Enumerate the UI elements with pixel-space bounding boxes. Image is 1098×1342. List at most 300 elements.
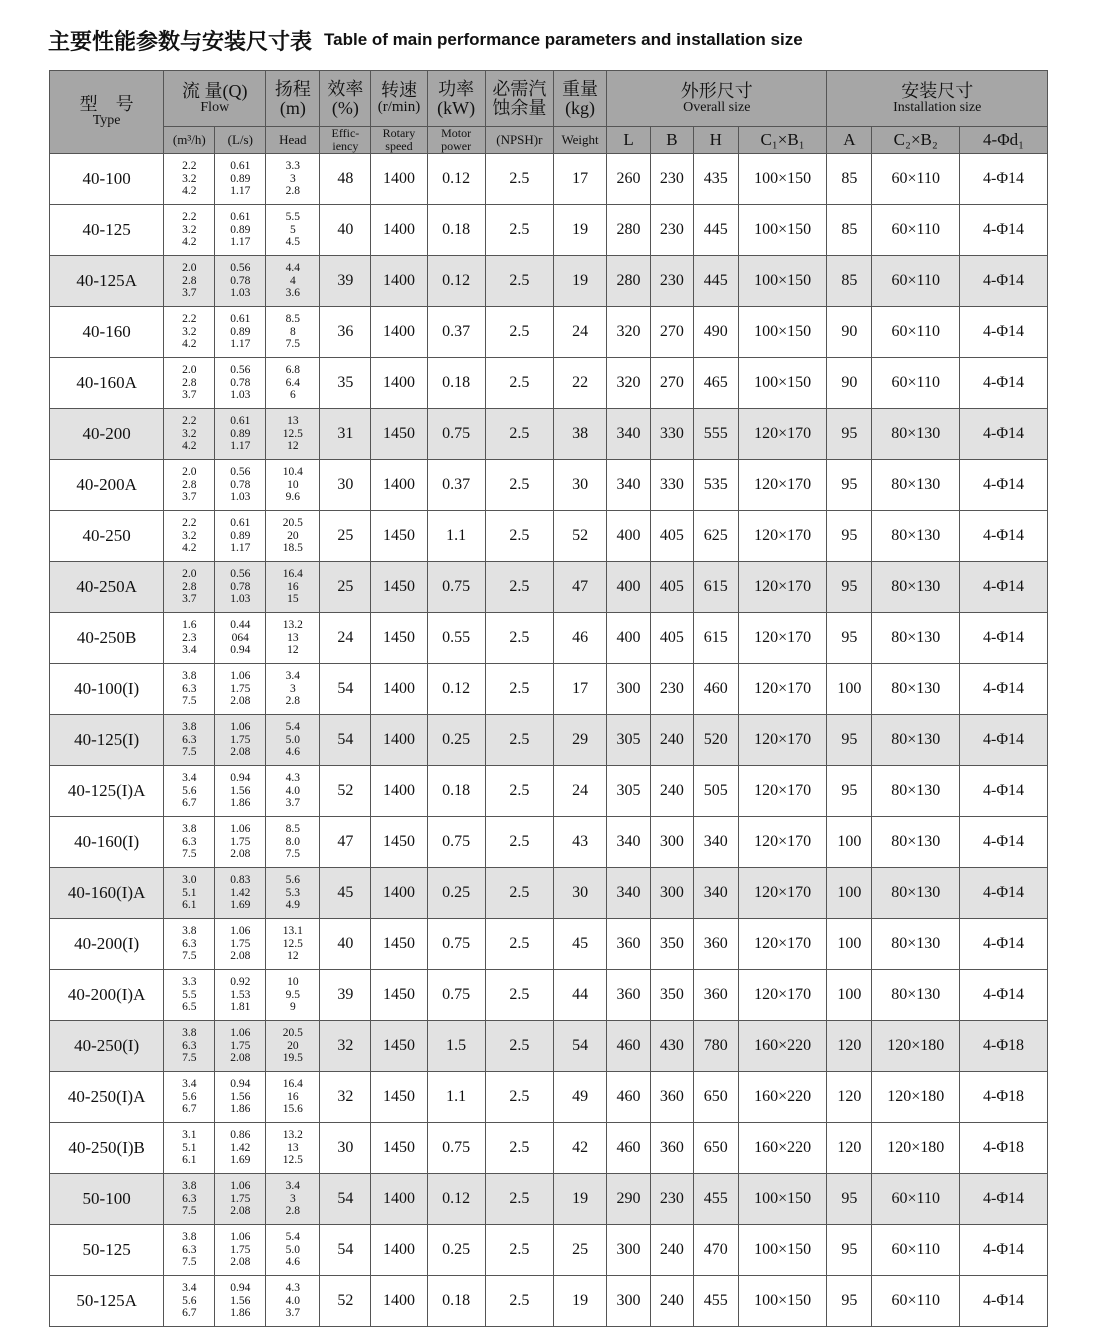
cell-flow-m3h-value: 2.0 [182, 466, 197, 479]
cell-b: 270 [650, 307, 693, 358]
cell-flow-ls-value: 1.86 [230, 797, 251, 810]
cell-type: 40-125(I)A [50, 766, 164, 817]
cell-power: 0.25 [427, 1225, 485, 1276]
cell-l: 305 [607, 715, 651, 766]
cell-flow-m3h-value: 2.8 [182, 580, 197, 593]
cell-c2b2: 80×130 [872, 868, 960, 919]
table-row [50, 460, 1048, 511]
cell-flow-ls [215, 1174, 266, 1225]
cell-c2b2: 80×130 [872, 613, 960, 664]
cell-flow-ls-value: 1.06 [230, 1231, 251, 1244]
page-title [48, 24, 803, 56]
cell-flow-ls-value: 2.08 [230, 950, 251, 963]
cell-efficiency: 40 [320, 205, 371, 256]
cell-npsh: 2.5 [485, 1123, 553, 1174]
cell-h: 615 [693, 562, 738, 613]
cell-flow-ls-value: 1.06 [230, 670, 251, 683]
cell-c1b1: 100×150 [738, 1174, 827, 1225]
cell-flow-m3h [164, 868, 215, 919]
cell-4d1: 4-Φ14 [960, 766, 1048, 817]
header-npsh-en: (NPSH)r [485, 127, 553, 154]
cell-weight: 54 [554, 1021, 607, 1072]
cell-speed: 1450 [371, 919, 427, 970]
cell-power: 0.18 [427, 766, 485, 817]
cell-flow-m3h-value: 6.3 [182, 1243, 197, 1256]
cell-speed: 1450 [371, 970, 427, 1021]
cell-b: 430 [650, 1021, 693, 1072]
cell-power: 0.75 [427, 817, 485, 868]
table-row [50, 1174, 1048, 1225]
cell-l: 305 [607, 766, 651, 817]
cell-head-value: 5.5 [285, 211, 301, 224]
cell-npsh: 2.5 [485, 919, 553, 970]
performance-table [49, 70, 1048, 1327]
cell-l: 280 [607, 256, 651, 307]
cell-c1b1: 100×150 [738, 205, 827, 256]
cell-efficiency: 54 [320, 1174, 371, 1225]
cell-h: 470 [693, 1225, 738, 1276]
cell-flow-ls-value: 1.69 [230, 1154, 251, 1167]
cell-flow-ls-value: 1.86 [230, 1307, 251, 1320]
cell-flow-m3h-value: 6.3 [182, 1039, 197, 1052]
cell-b: 240 [650, 1276, 693, 1327]
cell-flow-ls [215, 409, 266, 460]
cell-flow-m3h-value: 4.2 [182, 185, 197, 198]
cell-flow-m3h-value: 3.4 [182, 644, 197, 657]
cell-c1b1: 120×170 [738, 919, 827, 970]
cell-type: 40-200(I) [50, 919, 164, 970]
cell-flow-m3h-value: 4.2 [182, 236, 197, 249]
cell-npsh: 2.5 [485, 1174, 553, 1225]
cell-flow-ls-value: 0.92 [230, 976, 251, 989]
cell-b: 300 [650, 817, 693, 868]
cell-l: 300 [607, 664, 651, 715]
cell-l: 400 [607, 562, 651, 613]
cell-4d1: 4-Φ14 [960, 715, 1048, 766]
cell-flow-ls-value: 1.06 [230, 721, 251, 734]
cell-flow-ls [215, 460, 266, 511]
header-power-en: Motor power [427, 127, 485, 154]
cell-flow-m3h-value: 3.1 [182, 1129, 197, 1142]
cell-speed: 1400 [371, 256, 427, 307]
cell-c2b2: 80×130 [872, 511, 960, 562]
cell-head-value: 7.5 [285, 848, 301, 861]
cell-efficiency: 31 [320, 409, 371, 460]
cell-head [266, 1072, 320, 1123]
cell-flow-ls [215, 919, 266, 970]
cell-type: 40-160(I) [50, 817, 164, 868]
cell-c1b1: 160×220 [738, 1072, 827, 1123]
cell-head [266, 256, 320, 307]
cell-h: 780 [693, 1021, 738, 1072]
cell-4d1: 4-Φ14 [960, 409, 1048, 460]
cell-npsh: 2.5 [485, 562, 553, 613]
cell-power: 1.1 [427, 1072, 485, 1123]
cell-head-value: 20.5 [282, 1027, 303, 1040]
cell-head-value: 16 [287, 1090, 299, 1103]
cell-type: 40-200A [50, 460, 164, 511]
cell-speed: 1400 [371, 460, 427, 511]
cell-flow-m3h [164, 1225, 215, 1276]
cell-4d1: 4-Φ14 [960, 868, 1048, 919]
cell-weight: 43 [554, 817, 607, 868]
cell-a: 95 [827, 409, 872, 460]
cell-weight: 25 [554, 1225, 607, 1276]
cell-flow-ls-value: 1.75 [230, 1243, 251, 1256]
cell-flow-ls [215, 154, 266, 205]
cell-flow-m3h-value: 2.0 [182, 364, 197, 377]
cell-flow-m3h-value: 3.2 [182, 172, 197, 185]
cell-l: 300 [607, 1276, 651, 1327]
cell-flow-ls-value: 0.44 [230, 619, 251, 632]
cell-flow-ls-value: 0.86 [230, 1129, 251, 1142]
header-col-c1b1: C₁×B₁ [738, 127, 827, 154]
cell-head-value: 16.4 [282, 568, 303, 581]
title-chinese: 主要性能参数与安装尺寸表 [48, 29, 313, 55]
cell-flow-ls [215, 817, 266, 868]
cell-flow-m3h-value: 3.4 [182, 1282, 197, 1295]
cell-l: 340 [607, 460, 651, 511]
cell-head-value: 5.0 [285, 733, 301, 746]
cell-flow-ls-value: 0.61 [230, 415, 251, 428]
cell-power: 0.12 [427, 256, 485, 307]
table-row [50, 970, 1048, 1021]
cell-4d1: 4-Φ14 [960, 970, 1048, 1021]
cell-flow-ls-value: 1.75 [230, 1192, 251, 1205]
cell-l: 340 [607, 409, 651, 460]
cell-weight: 17 [554, 154, 607, 205]
cell-efficiency: 48 [320, 154, 371, 205]
cell-head-value: 3.4 [285, 670, 301, 683]
cell-head [266, 1276, 320, 1327]
cell-power: 0.75 [427, 562, 485, 613]
cell-head-value: 3.4 [285, 1180, 301, 1193]
cell-weight: 24 [554, 766, 607, 817]
cell-a: 95 [827, 511, 872, 562]
table-row [50, 511, 1048, 562]
cell-efficiency: 39 [320, 256, 371, 307]
cell-flow-m3h-value: 2.0 [182, 568, 197, 581]
cell-l: 360 [607, 919, 651, 970]
cell-l: 300 [607, 1225, 651, 1276]
cell-c2b2: 80×130 [872, 817, 960, 868]
cell-head-value: 5.4 [285, 1231, 301, 1244]
cell-efficiency: 54 [320, 664, 371, 715]
cell-weight: 30 [554, 868, 607, 919]
cell-flow-m3h-value: 3.7 [182, 491, 197, 504]
cell-flow-ls-value: 1.75 [230, 1039, 251, 1052]
cell-power: 0.18 [427, 1276, 485, 1327]
cell-speed: 1400 [371, 664, 427, 715]
cell-flow-m3h [164, 1276, 215, 1327]
cell-flow-m3h-value: 4.2 [182, 440, 197, 453]
cell-h: 555 [693, 409, 738, 460]
cell-flow-ls-value: 1.17 [230, 542, 251, 555]
cell-head-value: 3.7 [285, 797, 301, 810]
table-row [50, 766, 1048, 817]
cell-head-value: 18.5 [282, 542, 303, 555]
cell-head-value: 13.2 [282, 619, 303, 632]
cell-c1b1: 100×150 [738, 256, 827, 307]
cell-flow-ls-value: 1.42 [230, 1141, 251, 1154]
cell-power: 0.18 [427, 358, 485, 409]
cell-h: 360 [693, 919, 738, 970]
cell-c1b1: 100×150 [738, 1276, 827, 1327]
cell-flow-m3h-value: 3.4 [182, 772, 197, 785]
cell-flow-ls-value: 1.06 [230, 1027, 251, 1040]
cell-weight: 30 [554, 460, 607, 511]
cell-b: 230 [650, 256, 693, 307]
header-col-b: B [650, 127, 693, 154]
cell-l: 280 [607, 205, 651, 256]
cell-4d1: 4-Φ14 [960, 1276, 1048, 1327]
cell-head [266, 715, 320, 766]
cell-head [266, 409, 320, 460]
cell-head-value: 13.1 [282, 925, 303, 938]
cell-npsh: 2.5 [485, 460, 553, 511]
cell-4d1: 4-Φ14 [960, 511, 1048, 562]
cell-4d1: 4-Φ14 [960, 358, 1048, 409]
cell-power: 0.25 [427, 715, 485, 766]
cell-l: 320 [607, 307, 651, 358]
cell-weight: 38 [554, 409, 607, 460]
cell-npsh: 2.5 [485, 715, 553, 766]
cell-head-value: 8.0 [285, 835, 301, 848]
cell-b: 300 [650, 868, 693, 919]
header-flow-m3h: (m³/h) [164, 127, 215, 154]
cell-type: 40-160A [50, 358, 164, 409]
cell-head [266, 511, 320, 562]
cell-b: 405 [650, 562, 693, 613]
cell-flow-m3h [164, 1174, 215, 1225]
cell-type: 40-125A [50, 256, 164, 307]
cell-head-value: 4.4 [285, 262, 301, 275]
cell-flow-ls-value: 0.61 [230, 313, 251, 326]
cell-flow-ls-value: 1.03 [230, 389, 251, 402]
cell-flow-m3h [164, 766, 215, 817]
table-row [50, 919, 1048, 970]
cell-flow-ls-value: 1.75 [230, 937, 251, 950]
cell-efficiency: 25 [320, 562, 371, 613]
cell-flow-m3h-value: 6.7 [182, 797, 197, 810]
cell-weight: 45 [554, 919, 607, 970]
cell-4d1: 4-Φ14 [960, 562, 1048, 613]
cell-efficiency: 32 [320, 1021, 371, 1072]
cell-flow-m3h [164, 715, 215, 766]
cell-speed: 1400 [371, 1174, 427, 1225]
cell-flow-m3h-value: 6.1 [182, 1154, 197, 1167]
cell-flow-m3h-value: 6.3 [182, 1192, 197, 1205]
cell-flow-m3h [164, 154, 215, 205]
title-english: Table of main performance parameters and installation size [324, 30, 803, 49]
cell-c1b1: 120×170 [738, 409, 827, 460]
cell-flow-m3h-value: 6.7 [182, 1103, 197, 1116]
cell-flow-m3h-value: 2.2 [182, 415, 197, 428]
cell-head-value: 16.4 [282, 1078, 303, 1091]
cell-type: 40-250A [50, 562, 164, 613]
cell-flow-ls-value: 1.03 [230, 593, 251, 606]
cell-l: 460 [607, 1072, 651, 1123]
cell-head-value: 5 [289, 223, 296, 236]
cell-type: 40-250 [50, 511, 164, 562]
cell-weight: 19 [554, 1276, 607, 1327]
cell-head-value: 5.4 [285, 721, 301, 734]
cell-speed: 1450 [371, 1072, 427, 1123]
cell-npsh: 2.5 [485, 817, 553, 868]
cell-c1b1: 100×150 [738, 1225, 827, 1276]
cell-power: 0.18 [427, 205, 485, 256]
cell-flow-m3h-value: 6.3 [182, 937, 197, 950]
header-weight-en: Weight [554, 127, 607, 154]
cell-flow-m3h-value: 3.8 [182, 721, 197, 734]
cell-b: 240 [650, 766, 693, 817]
cell-b: 240 [650, 715, 693, 766]
cell-weight: 22 [554, 358, 607, 409]
cell-speed: 1400 [371, 715, 427, 766]
cell-flow-m3h [164, 205, 215, 256]
cell-type: 40-160 [50, 307, 164, 358]
cell-head-value: 10 [287, 478, 299, 491]
cell-flow-ls-value: 1.56 [230, 784, 251, 797]
cell-efficiency: 24 [320, 613, 371, 664]
cell-flow-ls-value: 0.94 [230, 1078, 251, 1091]
cell-head-value: 13 [287, 631, 299, 644]
cell-4d1: 4-Φ14 [960, 1174, 1048, 1225]
cell-flow-m3h-value: 7.5 [182, 848, 197, 861]
cell-speed: 1400 [371, 154, 427, 205]
cell-a: 100 [827, 817, 872, 868]
table-row [50, 868, 1048, 919]
cell-flow-ls-value: 0.78 [230, 580, 251, 593]
cell-flow-m3h-value: 3.8 [182, 1180, 197, 1193]
cell-flow-ls-value: 0.89 [230, 529, 251, 542]
cell-flow-ls-value: 0.78 [230, 376, 251, 389]
cell-head [266, 817, 320, 868]
header-npsh: 必需汽蚀余量 [485, 71, 553, 127]
cell-flow-m3h-value: 1.6 [182, 619, 197, 632]
cell-weight: 19 [554, 1174, 607, 1225]
cell-h: 535 [693, 460, 738, 511]
cell-a: 120 [827, 1021, 872, 1072]
cell-flow-m3h-value: 3.8 [182, 1027, 197, 1040]
cell-flow-ls-value: 2.08 [230, 1205, 251, 1218]
cell-head-value: 10 [287, 976, 299, 989]
cell-flow-m3h [164, 460, 215, 511]
cell-c2b2: 120×180 [872, 1021, 960, 1072]
cell-flow-ls-value: 2.08 [230, 1052, 251, 1065]
cell-flow-ls [215, 256, 266, 307]
cell-c2b2: 80×130 [872, 460, 960, 511]
cell-power: 0.55 [427, 613, 485, 664]
cell-head [266, 1123, 320, 1174]
cell-c2b2: 80×130 [872, 409, 960, 460]
cell-a: 95 [827, 1276, 872, 1327]
cell-flow-m3h-value: 3.7 [182, 593, 197, 606]
cell-flow-m3h-value: 2.2 [182, 517, 197, 530]
cell-flow-m3h-value: 4.2 [182, 542, 197, 555]
cell-flow-ls-value: 0.94 [230, 772, 251, 785]
cell-power: 1.1 [427, 511, 485, 562]
cell-head [266, 613, 320, 664]
cell-npsh: 2.5 [485, 256, 553, 307]
cell-4d1: 4-Φ14 [960, 613, 1048, 664]
cell-head-value: 12.5 [282, 1154, 303, 1167]
cell-npsh: 2.5 [485, 409, 553, 460]
cell-flow-ls [215, 613, 266, 664]
cell-l: 260 [607, 154, 651, 205]
cell-h: 455 [693, 1174, 738, 1225]
cell-type: 40-100 [50, 154, 164, 205]
cell-c1b1: 100×150 [738, 358, 827, 409]
cell-flow-m3h-value: 7.5 [182, 1256, 197, 1269]
cell-flow-ls [215, 307, 266, 358]
cell-power: 0.75 [427, 919, 485, 970]
cell-head [266, 1021, 320, 1072]
cell-flow-ls [215, 766, 266, 817]
cell-flow-m3h-value: 2.0 [182, 262, 197, 275]
cell-head-value: 13 [287, 1141, 299, 1154]
cell-flow-m3h [164, 919, 215, 970]
table-row [50, 1225, 1048, 1276]
header-efficiency-en: Effic-iency [320, 127, 371, 154]
cell-flow-ls-value: 0.56 [230, 466, 251, 479]
cell-c1b1: 160×220 [738, 1021, 827, 1072]
cell-head [266, 970, 320, 1021]
cell-flow-ls-value: 2.08 [230, 848, 251, 861]
cell-flow-ls [215, 1123, 266, 1174]
cell-head-value: 4.6 [285, 1256, 301, 1269]
cell-b: 350 [650, 919, 693, 970]
cell-flow-ls-value: 1.17 [230, 440, 251, 453]
cell-flow-m3h-value: 7.5 [182, 1205, 197, 1218]
header-installation-size: 安装尺寸 Installation size [827, 71, 1048, 127]
header-head: 扬程 (m) [266, 71, 320, 127]
cell-flow-m3h [164, 970, 215, 1021]
cell-npsh: 2.5 [485, 1021, 553, 1072]
cell-flow-m3h-value: 5.6 [182, 784, 197, 797]
cell-efficiency: 30 [320, 460, 371, 511]
cell-c2b2: 120×180 [872, 1123, 960, 1174]
cell-flow-ls [215, 970, 266, 1021]
cell-head-value: 12.5 [282, 427, 303, 440]
cell-c1b1: 120×170 [738, 766, 827, 817]
cell-flow-ls-value: 1.17 [230, 185, 251, 198]
cell-c1b1: 100×150 [738, 154, 827, 205]
cell-a: 95 [827, 766, 872, 817]
cell-type: 40-250(I)A [50, 1072, 164, 1123]
cell-efficiency: 40 [320, 919, 371, 970]
cell-flow-ls-value: 0.94 [230, 1282, 251, 1295]
cell-flow-m3h [164, 1021, 215, 1072]
cell-4d1: 4-Φ14 [960, 817, 1048, 868]
cell-flow-m3h [164, 613, 215, 664]
cell-head-value: 4.3 [285, 772, 301, 785]
cell-a: 95 [827, 562, 872, 613]
cell-a: 100 [827, 868, 872, 919]
cell-speed: 1400 [371, 766, 427, 817]
cell-c2b2: 60×110 [872, 307, 960, 358]
cell-h: 445 [693, 205, 738, 256]
cell-speed: 1400 [371, 1225, 427, 1276]
cell-c1b1: 120×170 [738, 460, 827, 511]
cell-a: 100 [827, 664, 872, 715]
cell-speed: 1450 [371, 1123, 427, 1174]
cell-flow-ls-value: 1.42 [230, 886, 251, 899]
cell-flow-ls [215, 511, 266, 562]
cell-4d1: 4-Φ14 [960, 154, 1048, 205]
cell-a: 95 [827, 460, 872, 511]
cell-flow-m3h-value: 3.2 [182, 427, 197, 440]
